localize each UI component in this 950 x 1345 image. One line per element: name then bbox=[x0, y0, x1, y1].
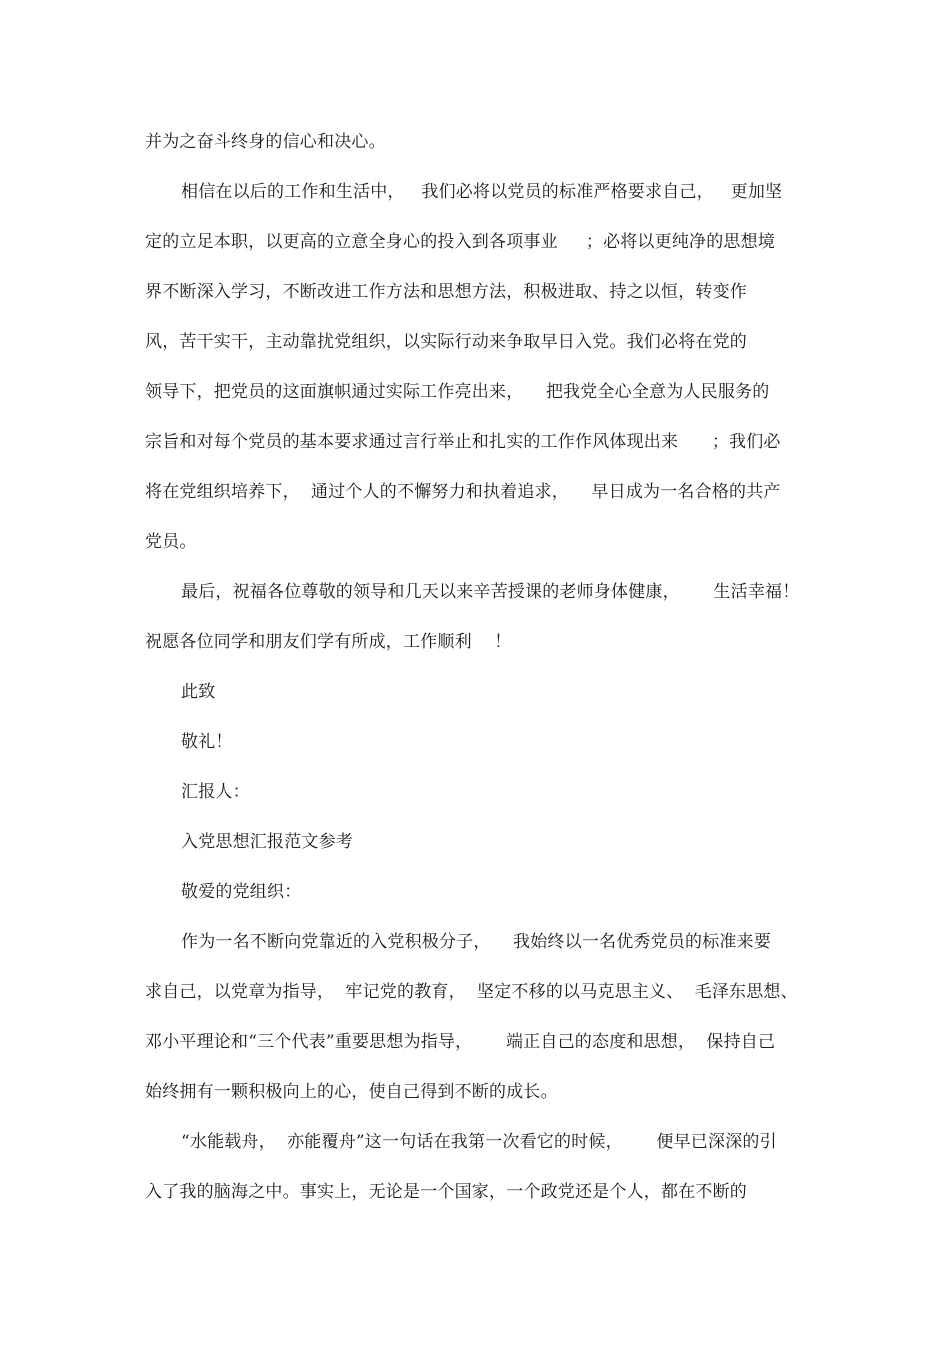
text-line: 祝愿各位同学和朋友们学有所成，工作顺利 ！ bbox=[145, 632, 512, 652]
paragraph-start-line: 最后，祝福各位尊敬的领导和几天以来辛苦授课的老师身体健康， 生活幸福！ bbox=[181, 582, 800, 602]
greeting: 敬爱的党组织： bbox=[181, 882, 302, 902]
paragraph-start-line: 相信在以后的工作和生活中， 我们必将以党员的标准严格要求自己， 更加坚 bbox=[181, 182, 783, 202]
text-line: 始终拥有一颗积极向上的心，使自己得到不断的成长。 bbox=[145, 1082, 558, 1102]
paragraph-start-line: 作为一名不断向党靠近的入党积极分子， 我始终以一名优秀党员的标准来要 bbox=[181, 932, 772, 952]
text-line: 入了我的脑海之中。事实上，无论是一个国家，一个政党还是个人，都在不断的 bbox=[145, 1182, 747, 1202]
text-line: 邓小平理论和“三个代表”重要思想为指导， 端正自己的态度和思想， 保持自己 bbox=[145, 1032, 776, 1052]
text-line: 并为之奋斗终身的信心和决心。 bbox=[145, 132, 386, 152]
closing-salutation: 此致 bbox=[181, 682, 216, 702]
text-line: 风，苦干实干，主动靠扰党组织，以实际行动来争取早日入党。我们必将在党的 bbox=[145, 332, 747, 352]
text-line: 宗旨和对每个党员的基本要求通过言行举止和扎实的工作作风体现出来 ；我们必 bbox=[145, 432, 781, 452]
text-line: 将在党组织培养下， 通过个人的不懈努力和执着追求， 早日成为一名合格的共产 bbox=[145, 482, 781, 502]
text-line: 求自己，以党章为指导， 牢记党的教育， 坚定不移的以马克思主义、 毛泽东思想、 bbox=[145, 982, 798, 1002]
reporter-label: 汇报人： bbox=[181, 782, 250, 802]
text-line: 界不断深入学习，不断改进工作方法和思想方法，积极进取、持之以恒，转变作 bbox=[145, 282, 747, 302]
text-line: 定的立足本职，以更高的立意全身心的投入到各项事业 ；必将以更纯净的思想境 bbox=[145, 232, 776, 252]
closing-regards: 敬礼！ bbox=[181, 732, 233, 752]
text-line: 党员。 bbox=[145, 532, 197, 552]
section-title: 入党思想汇报范文参考 bbox=[181, 832, 353, 852]
text-line: 领导下，把党员的这面旗帜通过实际工作亮出来， 把我党全心全意为人民服务的 bbox=[145, 382, 770, 402]
paragraph-start-line: “水能载舟， 亦能覆舟”这一句话在我第一次看它的时候， 便早已深深的引 bbox=[181, 1132, 777, 1152]
